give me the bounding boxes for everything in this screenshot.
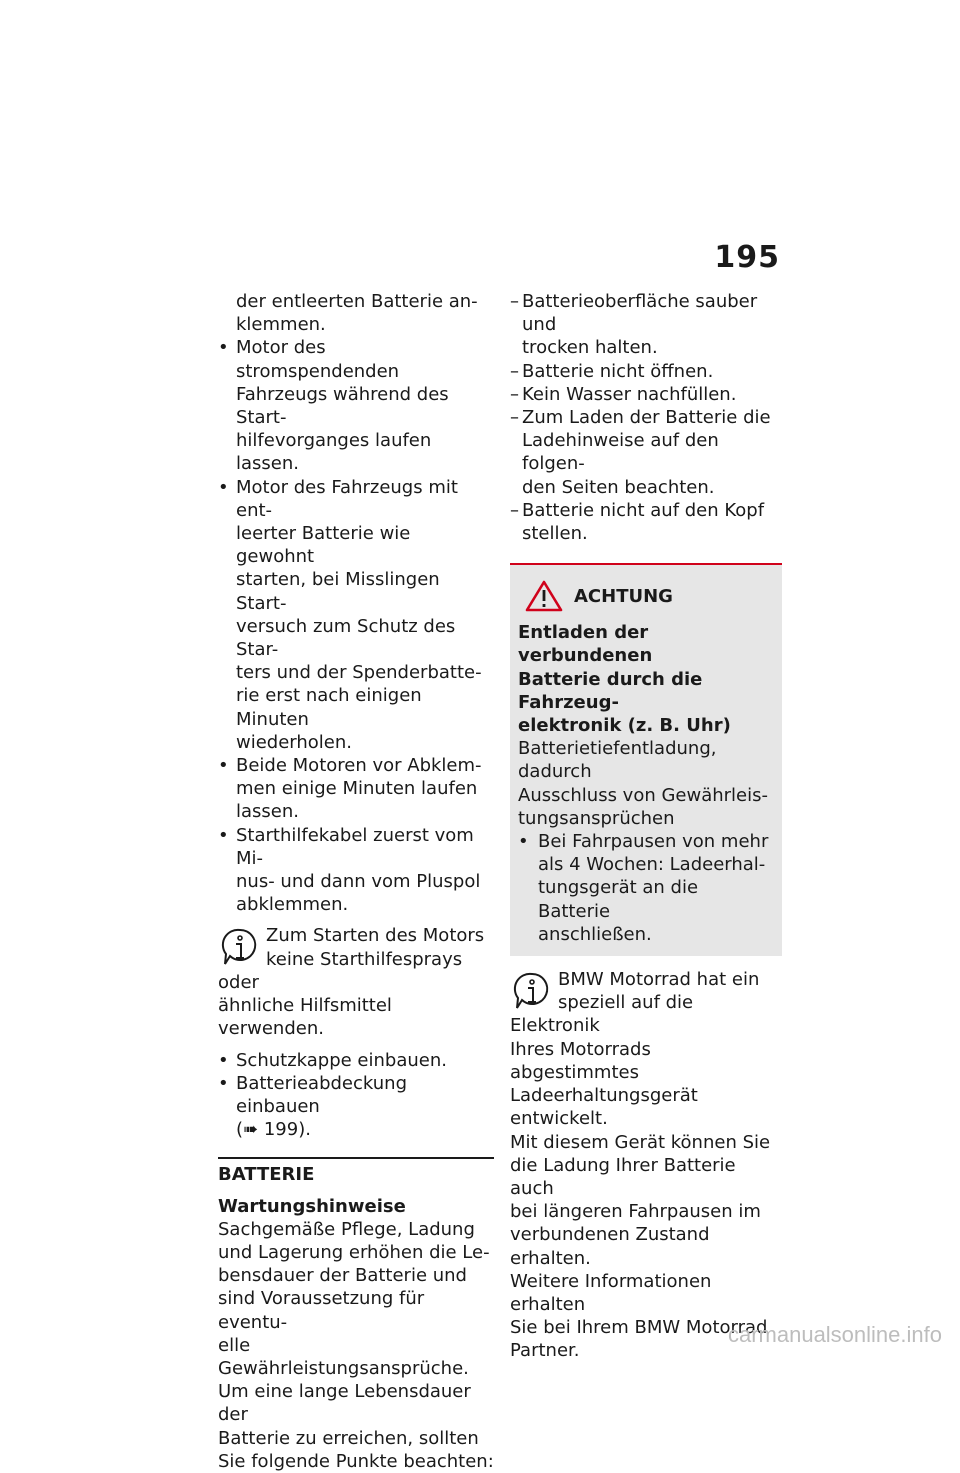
warning-box <box>510 563 782 956</box>
left-column <box>218 290 494 1473</box>
text-line: Batterie nicht öffnen. <box>522 360 714 382</box>
text-line: Partner. <box>510 1340 580 1362</box>
warning-bold-text <box>518 621 774 737</box>
text-line: starten, bei Misslingen Start- <box>236 569 440 614</box>
text-line: Bei Fahrpausen von mehr <box>538 831 769 853</box>
text-line: Ladehinweise auf den folgen- <box>522 430 719 475</box>
text-line: anschließen. <box>538 923 652 945</box>
text-line: die Ladung Ihrer Batterie auch <box>510 1154 736 1199</box>
dash-item <box>510 499 782 545</box>
text-line: rie erst nach einigen Minuten <box>236 685 422 730</box>
text-line: klemmen. <box>236 314 326 336</box>
text-line: Motor des Fahrzeugs mit ent- <box>236 476 458 521</box>
watermark: carmanualsonline.info <box>727 1322 942 1347</box>
info-note <box>218 924 494 1040</box>
right-column <box>510 290 782 1371</box>
info-icon <box>510 970 554 1014</box>
text-line: speziell auf die Elektronik <box>510 992 694 1037</box>
page-reference-arrow-icon: ➠ <box>243 1119 259 1141</box>
warning-header <box>524 579 774 613</box>
text-line: Ladeerhaltungsgerät entwickelt. <box>510 1085 698 1130</box>
maintenance-paragraph <box>218 1218 494 1473</box>
text-line: als 4 Wochen: Ladeerhal- <box>538 854 766 876</box>
text-line: Motor des stromspendenden <box>236 337 400 382</box>
text-line: elektronik (z. B. Uhr) <box>518 715 731 737</box>
bullet-item <box>218 476 494 754</box>
warning-bullet <box>518 830 774 946</box>
warning-body <box>518 737 774 830</box>
text-line: den Seiten beachten. <box>522 476 715 498</box>
text-line: bensdauer der Batterie und <box>218 1265 467 1287</box>
text-line: nus- und dann vom Pluspol <box>236 871 481 893</box>
text-line: tungsgerät an die Batterie <box>538 877 699 922</box>
info-icon <box>218 926 262 970</box>
text-line: Schutzkappe einbauen. <box>236 1049 447 1071</box>
text-line: sind Voraussetzung für eventu- <box>218 1288 425 1333</box>
bullet-item <box>218 824 494 917</box>
text-line: Beide Motoren vor Abklem- <box>236 755 482 777</box>
info-note <box>510 968 782 1362</box>
text-line: Fahrzeugs während des Start- <box>236 383 449 429</box>
bullet-dot: • <box>518 831 529 853</box>
bullet-dot: • <box>218 824 229 846</box>
text-line: Batterie zu erreichen, sollten <box>218 1427 479 1449</box>
text-line: stellen. <box>522 523 588 545</box>
dash-mark: – <box>510 360 519 382</box>
text-line: trocken halten. <box>522 337 658 359</box>
text-line: bei längeren Fahrpausen im <box>510 1201 761 1223</box>
text-line: Batterie durch die Fahrzeug- <box>518 668 703 713</box>
text-line: ähnliche Hilfsmittel verwenden. <box>218 995 392 1040</box>
bullet-dot: • <box>218 1049 229 1071</box>
text-line: Zum Laden der Batterie die <box>522 407 771 429</box>
text-line: Batterie nicht auf den Kopf <box>522 499 765 521</box>
text-line: Entladen der verbundenen <box>518 622 653 667</box>
bullet-dot: • <box>218 476 229 498</box>
page-number: 195 <box>714 240 780 275</box>
text-line: elle Gewährleistungsansprüche. <box>218 1334 469 1379</box>
text-line: Batterietiefentladung, dadurch <box>518 738 717 783</box>
bullet-item <box>218 1072 494 1142</box>
text-line: Sie bei Ihrem BMW Motorrad <box>510 1317 768 1339</box>
text-line: Kein Wasser nachfüllen. <box>522 383 737 405</box>
bullet-dot: • <box>218 755 229 777</box>
text-line: wiederholen. <box>236 731 353 753</box>
text-line: Ausschluss von Gewährleis- <box>518 784 768 806</box>
subsection-title: Wartungshinweise <box>218 1195 406 1217</box>
dash-mark: – <box>510 291 519 312</box>
bullet-item <box>218 1049 494 1072</box>
text-line: BMW Motorrad hat ein <box>558 969 760 991</box>
bullet-dot: • <box>218 337 229 359</box>
text-line: Sie folgende Punkte beachten: <box>218 1450 494 1472</box>
text-line: men einige Minuten laufen <box>236 778 478 800</box>
text-line: leerter Batterie wie gewohnt <box>236 523 411 568</box>
dash-mark: – <box>510 383 519 405</box>
warning-triangle-icon <box>524 579 564 613</box>
text-line: keine Starthilfesprays oder <box>218 948 463 993</box>
text-line: ters und der Spenderbatte- <box>236 662 482 684</box>
bullet-item <box>218 336 494 475</box>
text-line: lassen. <box>236 801 299 823</box>
dash-item <box>510 383 782 406</box>
bullet-dot: • <box>218 1072 229 1094</box>
text-line: Batterieoberfläche sauber und <box>522 291 758 336</box>
text-line: Batterieabdeckung einbauen <box>236 1072 408 1117</box>
text-line: Um eine lange Lebensdauer der <box>218 1381 471 1426</box>
text-line: versuch zum Schutz des Star- <box>236 615 456 661</box>
dash-item <box>510 290 782 360</box>
text-line: Zum Starten des Motors <box>266 925 485 947</box>
intro-continuation <box>218 290 494 336</box>
dash-item <box>510 360 782 383</box>
text-line: tungsansprüchen <box>518 807 675 829</box>
section-title: BATTERIE <box>218 1157 494 1186</box>
text-line: Sachgemäße Pflege, Ladung <box>218 1218 475 1240</box>
text-line: verbundenen Zustand erhalten. <box>510 1224 710 1269</box>
text-line: hilfevorganges laufen lassen. <box>236 430 432 475</box>
text-line: abklemmen. <box>236 894 349 916</box>
text-line: Starthilfekabel zuerst vom Mi- <box>236 824 474 869</box>
text-line: der entleerten Batterie an- <box>236 291 478 312</box>
text-line: Ihres Motorrads abgestimmtes <box>510 1038 651 1083</box>
warning-label: ACHTUNG <box>574 585 673 607</box>
text-line: (➠ 199). <box>236 1119 311 1141</box>
text-line: Mit diesem Gerät können Sie <box>510 1131 771 1153</box>
bullet-item <box>218 754 494 824</box>
dash-mark: – <box>510 499 519 521</box>
dash-mark: – <box>510 407 519 429</box>
text-line: Weitere Informationen erhalten <box>510 1270 712 1315</box>
dash-item <box>510 406 782 499</box>
text-line: und Lagerung erhöhen die Le- <box>218 1241 490 1263</box>
